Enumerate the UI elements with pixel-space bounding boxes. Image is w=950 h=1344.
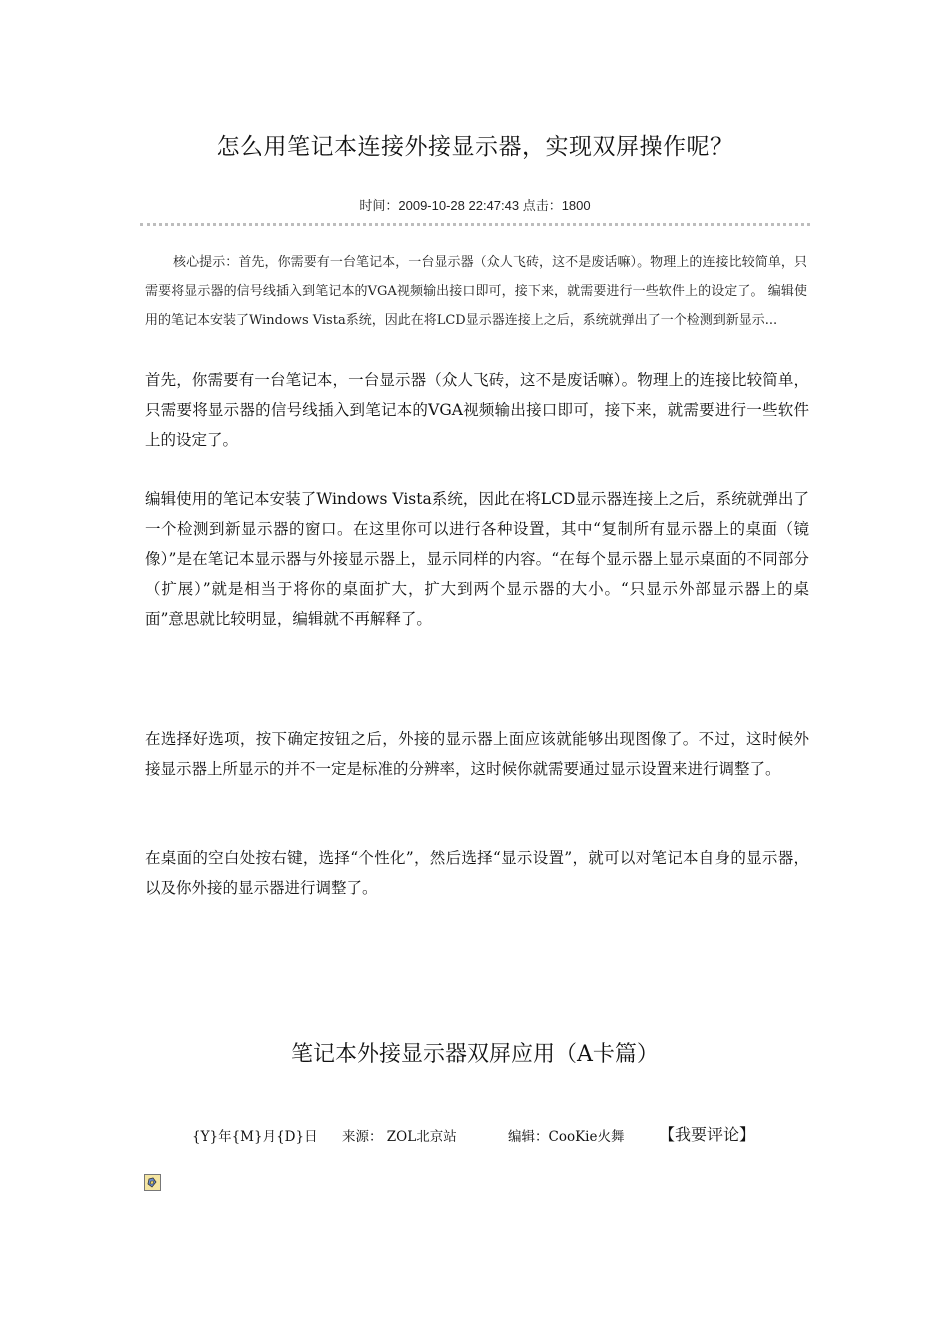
article-title: 怎么用笔记本连接外接显示器，实现双屏操作呢？ bbox=[216, 134, 734, 160]
article-summary: 核心提示：首先，你需要有一台笔记本，一台显示器（众人飞砖，这不是废话嘛）。物理上的连接比较简单，只需要将显示器的信号线插入到笔记本的VGA视频输出接口即可，接下来，就需要进行一些软件上的设定了。 编辑使用的笔记本安装了Windows Vista系统，因此在将LCD显示器连接上之后，系统就弹出了一个检测到新显示... bbox=[145, 255, 807, 328]
dotted-divider bbox=[140, 223, 810, 226]
byline-editor: 编辑：CooKie火舞 bbox=[508, 1129, 625, 1145]
article-meta: 时间：2009-10-28 22:47:43 点击：1800 bbox=[359, 198, 591, 213]
paragraph-1: 首先，你需要有一台笔记本，一台显示器（众人飞砖，这不是废话嘛）。物理上的连接比较简单，只需要将显示器的信号线插入到笔记本的VGA视频输出接口即可，接下来，就需要进行一些软件上的设定了。 bbox=[145, 371, 809, 449]
paragraph-3: 在选择好选项，按下确定按钮之后，外接的显示器上面应该就能够出现图像了。不过，这时候外接显示器上所显示的并不一定是标准的分辨率，这时候你就需要通过显示设置来进行调整了。 bbox=[145, 730, 809, 778]
paragraph-4: 在桌面的空白处按右键，选择“个性化”，然后选择“显示设置”，就可以对笔记本自身的显示器，以及你外接的显示器进行调整了。 bbox=[145, 849, 809, 897]
byline-source: 来源： ZOL北京站 bbox=[342, 1129, 457, 1145]
broken-image-icon bbox=[144, 1174, 161, 1191]
comment-link[interactable]: 【我要评论】 bbox=[659, 1125, 756, 1144]
byline-date: {Y}年{M}月{D}日 bbox=[192, 1129, 318, 1145]
second-article-title: 笔记本外接显示器双屏应用（A卡篇） bbox=[291, 1042, 659, 1067]
paragraph-2: 编辑使用的笔记本安装了Windows Vista系统，因此在将LCD显示器连接上之后，系统就弹出了一个检测到新显示器的窗口。在这里你可以进行各种设置，其中“复制所有显示器上的桌面（镜像）”是在笔记本显示器与外接显示器上，显示同样的内容。“在每个显示器上显示桌面的不同部分（扩展）”就是相当于将你的桌面扩大，扩大到两个显示器的大小。“只显示外部显示器上的桌面”意思就比较明显，编辑就不再解释了。 bbox=[145, 490, 809, 628]
